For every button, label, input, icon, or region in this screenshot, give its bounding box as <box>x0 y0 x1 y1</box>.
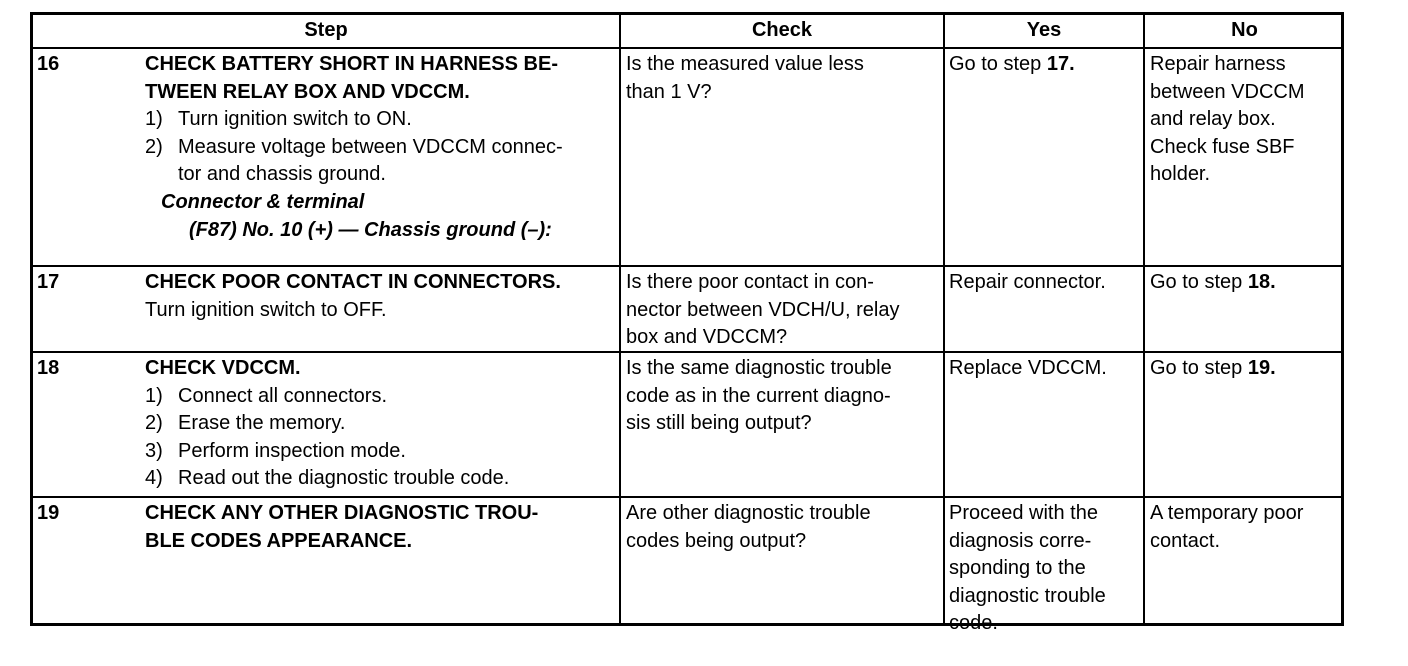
no-cell: Go to step 19. <box>1150 357 1276 379</box>
step-title-line: CHECK VDCCM. <box>145 357 301 379</box>
step-instruction: Turn ignition switch to OFF. <box>145 298 387 321</box>
table-row <box>33 265 1341 351</box>
check-cell: Is there poor contact in con- nector between VDCH/U, relay box and VDCCM? <box>626 271 900 349</box>
header-no: No <box>1231 19 1258 41</box>
step-cell <box>33 49 619 265</box>
step-substep: 2) Measure voltage between VDCCM connec- <box>145 135 563 158</box>
connector-label: Connector & terminal <box>161 190 365 213</box>
step-substep: 2) Erase the memory. <box>145 412 346 435</box>
check-cell: Is the same diagnostic trouble code as in the current diagno- sis still being output? <box>626 357 892 435</box>
header-yes: Yes <box>1026 19 1062 41</box>
check-cell: Are other diagnostic trouble codes being output? <box>626 502 871 552</box>
no-cell: Go to step 18. <box>1150 271 1276 293</box>
step-substep: 4) Read out the diagnostic trouble code. <box>145 467 510 490</box>
step-title-line: BLE CODES APPEARANCE. <box>145 529 413 552</box>
step-cell <box>33 267 619 351</box>
no-cell: Repair harness between VDCCM and relay box. Check fuse SBF holder. <box>1150 53 1305 186</box>
check-cell: Is the measured value less than 1 V? <box>626 53 864 103</box>
step-title-line: CHECK POOR CONTACT IN CONNECTORS. <box>145 271 561 293</box>
yes-cell: Proceed with the diagnosis corre- sponding to the diagnostic trouble code. <box>949 502 1106 635</box>
step-title-line: CHECK BATTERY SHORT IN HARNESS BE- <box>145 53 558 75</box>
step-number: 16 <box>37 53 60 75</box>
step-title-line: TWEEN RELAY BOX AND VDCCM. <box>145 80 470 103</box>
step-substep-continuation: tor and chassis ground. <box>178 163 386 186</box>
step-substep: 3) Perform inspection mode. <box>145 439 406 462</box>
step-number: 19 <box>37 502 60 524</box>
step-cell <box>33 498 619 626</box>
step-cell <box>33 353 619 496</box>
table-row <box>33 47 1341 265</box>
step-substep: 1) Connect all connectors. <box>145 384 388 407</box>
step-substep: 1) Turn ignition switch to ON. <box>145 108 412 131</box>
table-header-row <box>33 15 1341 47</box>
table-row <box>33 496 1341 635</box>
yes-cell: Replace VDCCM. <box>949 357 1107 379</box>
no-cell: A temporary poor contact. <box>1150 502 1304 552</box>
yes-cell: Repair connector. <box>949 271 1106 293</box>
step-number: 17 <box>37 271 60 293</box>
header-check: Check <box>751 19 813 41</box>
step-number: 18 <box>37 357 60 379</box>
yes-cell: Go to step 17. <box>949 53 1075 75</box>
connector-value: (F87) No. 10 (+) — Chassis ground (–): <box>189 218 552 241</box>
step-title-line: CHECK ANY OTHER DIAGNOSTIC TROU- <box>145 502 539 524</box>
diagnostic-table <box>30 12 1344 635</box>
table-row <box>33 351 1341 496</box>
header-step: Step <box>304 19 348 41</box>
